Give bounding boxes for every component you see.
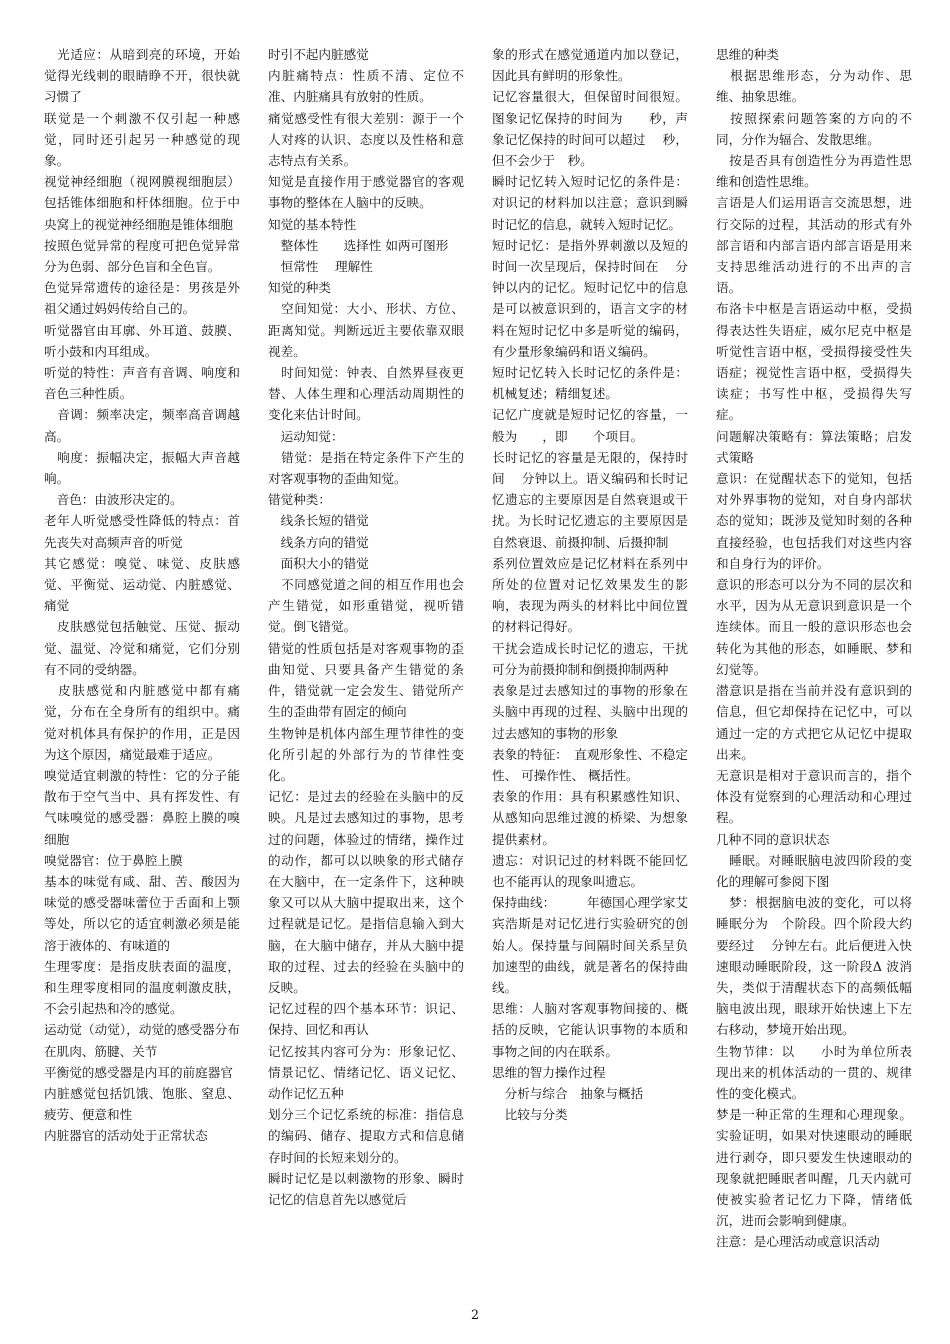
paragraph: 记忆容量很大，但保留时间很短。图象记忆保持的时间为 秒，声象记忆保持的时间可以超过 秒，但不会少于 秒。 <box>492 89 688 169</box>
paragraph: 几种不同的意识状态 <box>716 831 830 847</box>
paragraph: 睡眠。对睡眠脑电波四阶段的变化的理解可参阅下图 <box>716 852 912 889</box>
paragraph: 意识：在觉醒状态下的觉知，包括对外界事物的觉知，对自身内部状态的觉知；既涉及觉知时刻的各种直接经验，也包括我们对这些内容和自身行为的评价。 <box>716 471 912 571</box>
paragraph: 思维的种类 <box>716 47 779 62</box>
paragraph: 长时记忆的容量是无限的，保持时间 分钟以上。语义编码和长时记忆遗忘的主要原因是自然衰退或干扰。为长时记忆遗忘的主要原因是自然衰退、前摄抑制、后摄抑制 <box>492 449 688 550</box>
paragraph: 内脏器官的活动处于正常状态 <box>44 1128 208 1144</box>
paragraph: 记忆：是过去的经验在头脑中的反映。凡是过去感知过的事物，思考过的问题，体验过的情绪，操作过的动作，都可以以映象的形式储存在大脑中，在一定条件下，这种映象又可以从大脑中提取出来，这个过程就是记忆。是指信息输入到大脑，在大脑中储存，并从大脑中提取的过程、过去的经验在头脑中的反映。 <box>268 789 464 995</box>
paragraph: 比较与分类 <box>492 1107 568 1123</box>
paragraph: 嗅觉器官：位于鼻腔上膜 <box>44 852 183 868</box>
paragraph: 知觉的种类 <box>268 280 331 296</box>
paragraph: 问题解决策略有：算法策略；启发式策略 <box>716 428 912 465</box>
paragraph: 运动觉（动觉），动觉的感受器分布在肌肉、筋腱、关节 <box>44 1022 240 1059</box>
paragraph: 按是否具有创造性分为再造性思维和创造性思维。 <box>716 153 912 190</box>
page-number: 2 <box>470 1307 479 1322</box>
paragraph: 知觉的基本特性 <box>268 216 357 232</box>
paragraph: 注意：是心理活动或意识活动 <box>716 1234 880 1250</box>
paragraph: 划分三个记忆系统的标准：指信息的编码、储存、提取方式和信息储存时间的长短来划分的。 <box>268 1107 464 1165</box>
paragraph: 根据思维形态，分为动作、思维、抽象思维。 <box>716 68 912 105</box>
paragraph: 空间知觉：大小、形状、方位、距离知觉。判断远近主要依靠双眼视差。 <box>268 301 464 359</box>
paragraph: 知觉是直接作用于感觉器官的客观事物的整体在人脑中的反映。 <box>268 174 464 211</box>
document-page <box>44 44 914 1306</box>
paragraph: 象的形式在感觉通道内加以登记，因此具有鲜明的形象性。 <box>492 47 688 84</box>
paragraph: 响度：振幅决定，振幅大声音越响。 <box>44 449 240 487</box>
paragraph: 按照探索问题答案的方向的不同，分作为辐合、发散思维。 <box>716 110 912 147</box>
paragraph: 色觉异常遗传的途径是：男孩是外祖父通过妈妈传给自己的。 <box>44 280 240 317</box>
paragraph: 梦是一种正常的生理和心理现象。实验证明，如果对快速眼动的睡眠进行剥夺，即只要发生快速眼动的现象就把睡眠者叫醒，几天内就可使被实验者记忆力下降，情绪低沉，进而会影响到健康。 <box>716 1107 912 1229</box>
paragraph: 音色：由波形决定的。 <box>44 492 183 508</box>
paragraph: 系列位置效应是记忆材料在系列中所处的位置对记忆效果发生的影响，表现为两头的材料比中间位置的材料记得好。 <box>492 555 688 635</box>
paragraph: 表象是过去感知过的事物的形象在头脑中再现的过程、头脑中出现的过去感知的事物的形象 <box>492 683 688 741</box>
paragraph: 内脏痛特点：性质不清、定位不准、内脏痛具有放射的性质。 <box>268 68 464 105</box>
paragraph: 意识的形态可以分为不同的层次和水平，因为从无意识到意识是一个连续体。而且一般的意识形态也会转化为其他的形态，如睡眠、梦和幻觉等。 <box>716 577 912 677</box>
paragraph: 瞬时记忆是以刺激物的形象、瞬时记忆的信息首先以感觉后 <box>268 1170 464 1207</box>
paragraph: 皮肤感觉包括触觉、压觉、振动觉、温觉、冷觉和痛觉，它们分别有不同的受纳器。 <box>44 619 240 677</box>
paragraph: 布洛卡中枢是言语运动中枢，受损得表达性失语症，威尔尼克中枢是听觉性言语中枢，受损得接受性失语症；视觉性言语中枢，受损得失读症；书写性中枢，受损得失写症。 <box>716 301 912 423</box>
paragraph: 线条方向的错觉 <box>268 534 369 550</box>
paragraph: 记忆广度就是短时记忆的容量，一般为 ，即 个项目。 <box>492 407 688 444</box>
paragraph: 平衡觉的感受器是内耳的前庭器官 <box>44 1064 233 1080</box>
paragraph: 分析与综合 抽象与概括 <box>492 1085 644 1101</box>
paragraph: 皮肤感觉和内脏感觉中都有痛觉，分布在全身所有的组织中。痛觉对机体具有保护的作用，正是因为这个原因，痛觉最难于适应。 <box>44 683 240 762</box>
paragraph: 言语是人们运用语言交流思想，进行交际的过程，其活动的形式有外部言语和内部言语内部言语是用来支持思维活动进行的不出声的言语。 <box>716 195 912 296</box>
paragraph: 保持曲线： 年德国心理学家艾宾浩斯是对记忆进行实验研究的创始人。保持量与间隔时间关系呈负加速型的曲线，就是著名的保持曲线。 <box>492 895 688 995</box>
paragraph: 不同感觉道之间的相互作用也会产生错觉，如形重错觉，视听错觉。倒飞错觉。 <box>268 577 464 635</box>
paragraph: 痛觉感受性有很大差别：源于一个人对疼的认识、态度以及性格和意志特点有关系。 <box>268 110 464 169</box>
paragraph: 听觉器官由耳廓、外耳道、鼓膜、听小鼓和内耳组成。 <box>44 322 240 359</box>
paragraph: 错觉：是指在特定条件下产生的对客观事物的歪曲知觉。 <box>268 449 464 487</box>
paragraph: 潜意识是指在当前并没有意识到的信息，但它却保持在记忆中，可以通过一定的方式把它从记忆中提取出来。 <box>716 683 912 762</box>
paragraph: 线条长短的错觉 <box>268 513 369 529</box>
paragraph: 按照色觉异常的程度可把色觉异常分为色弱、部分色盲和全色盲。 <box>44 237 240 275</box>
column-4 <box>716 44 912 1253</box>
paragraph: 视觉神经细胞（视网膜视细胞层）包括锥体细胞和杆体细胞。位于中央窝上的视觉神经细胞是锥体细胞 <box>44 174 240 232</box>
paragraph: 生物钟是机体内部生理节律性的变化所引起的外部行为的节律性变化。 <box>268 725 464 783</box>
column-1 <box>44 44 240 1147</box>
paragraph: 光适应：从暗到亮的环境，开始觉得光线刺的眼睛睁不开，很快就习惯了 <box>44 47 240 105</box>
paragraph: 时间知觉：钟表、自然界昼夜更替、人体生理和心理活动周期性的变化来估计时间。 <box>268 365 464 423</box>
paragraph: 基本的味觉有咸、甜、苦、酸因为味觉的感受器味蕾位于舌面和上颚等处，所以它的适宜刺激必须是能溶于液体的、有味道的 <box>44 873 240 953</box>
paragraph: 梦：根据脑电波的变化，可以将睡眠分为 个阶段。四个阶段大约要经过 分钟左右。此后便进入快速眼动睡眠阶段，这一阶段Δ 波消失，类似于清醒状态下的高频低幅脑电波出现，眼球开始快速上下左右移动，梦境开始出现。 <box>716 895 912 1038</box>
paragraph: 无意识是相对于意识而言的，指个体没有觉察到的心理活动和心理过程。 <box>716 767 912 826</box>
paragraph: 生理零度：是指皮肤表面的温度，和生理零度相同的温度刺激皮肤，不会引起热和冷的感觉。 <box>44 958 240 1017</box>
paragraph: 时引不起内脏感觉 <box>268 47 369 62</box>
paragraph: 思维的智力操作过程 <box>492 1064 606 1080</box>
paragraph: 听觉的特性：声音有音调、响度和音色三种性质。 <box>44 365 240 402</box>
paragraph: 短时记忆：是指外界刺激以及短的时间一次呈现后，保持时间在 分钟以内的记忆。短时记忆中的信息是可以被意识到的，语言文字的材料在短时记忆中多是听觉的编码，有少量形象编码和语义编码。 <box>492 237 688 359</box>
paragraph: 运动知觉： <box>268 428 344 444</box>
paragraph: 表象的特征： 直观形象性、不稳定性、 可操作性、 概括性。 <box>492 746 688 783</box>
paragraph: 短时记忆转入长时记忆的条件是：机械复述；精细复述。 <box>492 365 688 402</box>
paragraph: 其它感觉：嗅觉、味觉、皮肤感觉、平衡觉、运动觉、内脏感觉、痛觉 <box>44 555 240 614</box>
paragraph: 嗅觉适宜刺激的特性：它的分子能散布于空气当中、具有挥发性、有气味嗅觉的感受器：鼻腔上膜的嗅细胞 <box>44 767 240 847</box>
paragraph: 恒常性 理解性 <box>268 259 373 275</box>
paragraph: 错觉种类： <box>268 492 331 508</box>
paragraph: 联觉是一个刺激不仅引起一种感觉，同时还引起另一种感觉的现象。 <box>44 110 240 169</box>
paragraph: 内脏感觉包括饥饿、饱胀、窒息、疲劳、便意和性 <box>44 1085 240 1123</box>
paragraph: 干扰会造成长时记忆的遗忘，干扰可分为前摄抑制和倒摄抑制两种 <box>492 640 688 677</box>
paragraph: 记忆按其内容可分为：形象记忆、情景记忆、情绪记忆、语义记忆、动作记忆五种 <box>268 1043 464 1101</box>
paragraph: 整体性 选择性 如两可图形 <box>268 237 449 253</box>
paragraph: 表象的作用：具有积累感性知识、从感知向思维过渡的桥梁、为想象提供素材。 <box>492 789 688 847</box>
paragraph: 老年人听觉感受性降低的特点：首先丧失对高频声音的听觉 <box>44 513 240 550</box>
paragraph: 生物节律：以 小时为单位所表现出来的机体活动的一贯的、规律性的变化模式。 <box>716 1043 912 1101</box>
column-2 <box>268 44 464 1210</box>
paragraph: 记忆过程的四个基本环节：识记、保持、回忆和再认 <box>268 1001 464 1038</box>
paragraph: 瞬时记忆转入短时记忆的条件是：对识记的材料加以注意；意识到瞬时记忆的信息，就转入短时记忆。 <box>492 174 688 232</box>
paragraph: 面积大小的错觉 <box>268 555 369 571</box>
paragraph: 遗忘：对识记过的材料既不能回忆也不能再认的现象叫遗忘。 <box>492 852 688 889</box>
column-3 <box>492 44 688 1125</box>
paragraph: 思维：人脑对客观事物间接的、概括的反映，它能认识事物的本质和事物之间的内在联系。 <box>492 1001 688 1059</box>
paragraph: 错觉的性质包括是对客观事物的歪曲知觉、只要具备产生错觉的条件，错觉就一定会发生、错觉所产生的歪曲带有固定的倾向 <box>268 640 464 720</box>
paragraph: 音调：频率决定，频率高音调越高。 <box>44 407 240 444</box>
